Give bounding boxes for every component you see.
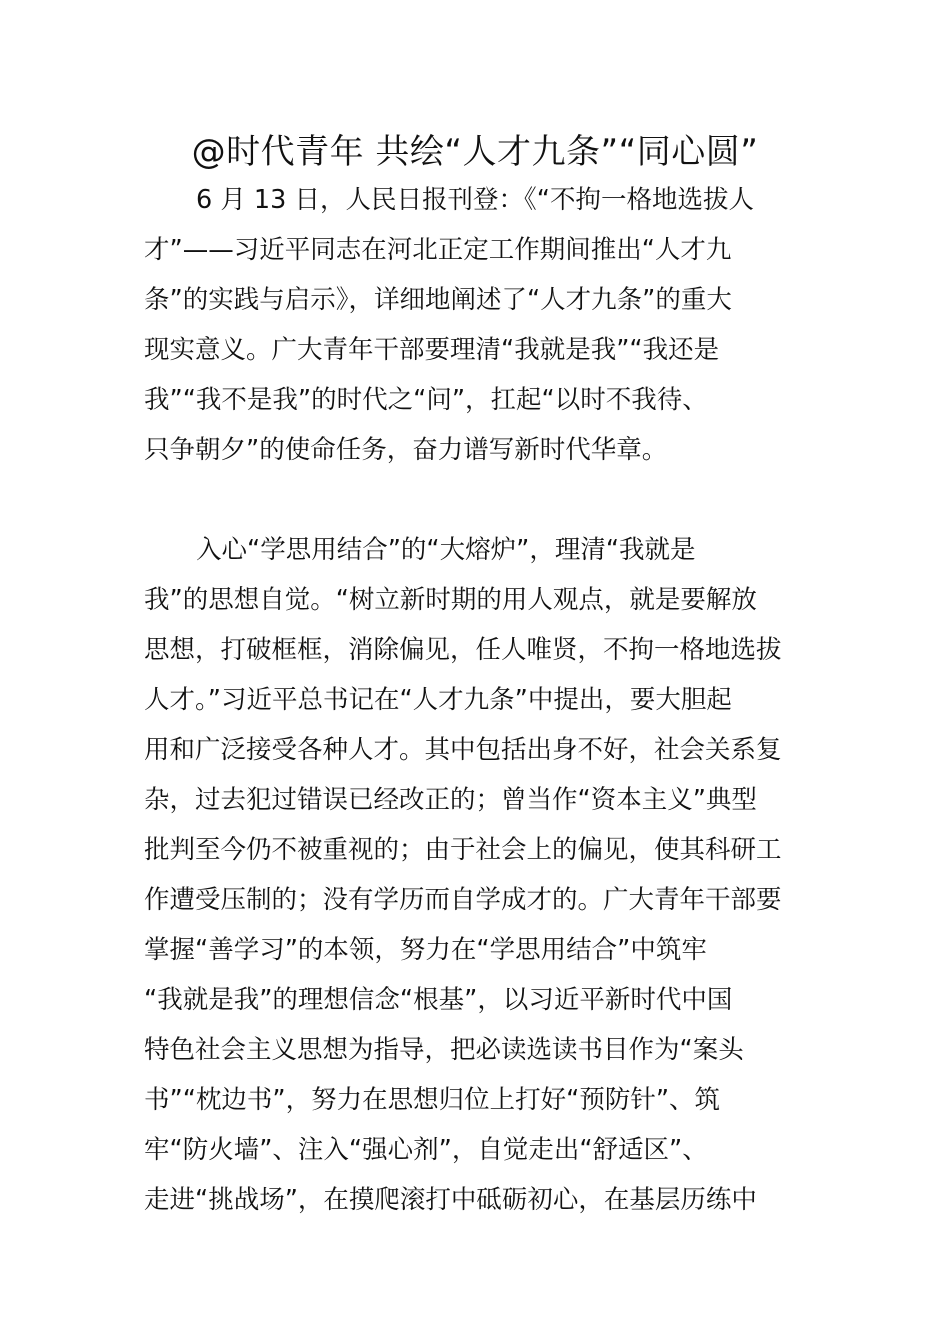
paragraph-line: 现实意义。广大青年干部要理清“我就是我”“我还是 (144, 335, 720, 365)
paragraph-line: 我”“我不是我”的时代之“问”，扛起“以时不我待、 (144, 385, 708, 415)
paragraph-line: 作遭受压制的；没有学历而自学成才的。广大青年干部要 (144, 885, 782, 915)
paragraph-line: 思想，打破框框，消除偏见，任人唯贤，不拘一格地选拔 (144, 635, 782, 665)
paragraph-line: 牢“防火墙”、注入“强心剂”，自觉走出“舒适区”、 (144, 1135, 708, 1165)
paragraph-line: 我”的思想自觉。“树立新时期的用人观点，就是要解放 (144, 585, 757, 615)
paragraph-1 (144, 175, 806, 475)
paragraph-line: “我就是我”的理想信念“根基”，以习近平新时代中国 (144, 985, 733, 1015)
paragraph-line: 书”“枕边书”，努力在思想归位上打好“预防针”、筑 (144, 1085, 721, 1115)
paragraph-line: 入心“学思用结合”的“大熔炉”，理清“我就是 (196, 535, 696, 565)
paragraph-line: 6 月 13 日，人民日报刊登：《“不拘一格地选拔人 (196, 185, 754, 215)
paragraph-line: 只争朝夕”的使命任务，奋力谱写新时代华章。 (144, 435, 668, 465)
paragraph-line: 特色社会主义思想为指导，把必读选读书目作为“案头 (144, 1035, 744, 1065)
paragraph-line: 才”——习近平同志在河北正定工作期间推出“人才九 (144, 235, 732, 265)
document-title: @时代青年 共绘“人才九条”“同心圆” (191, 132, 759, 172)
paragraph-line: 批判至今仍不被重视的；由于社会上的偏见，使其科研工 (144, 835, 782, 865)
paragraph-line: 走进“挑战场”，在摸爬滚打中砥砺初心，在基层历练中 (144, 1185, 757, 1215)
paragraph-2 (144, 525, 806, 1225)
paragraph-line: 用和广泛接受各种人才。其中包括出身不好，社会关系复 (144, 735, 782, 765)
paragraph-line: 条”的实践与启示》，详细地阐述了“人才九条”的重大 (144, 285, 732, 315)
paragraph-line: 掌握“善学习”的本领，努力在“学思用结合”中筑牢 (144, 935, 707, 965)
paragraph-line: 杂，过去犯过错误已经改正的；曾当作“资本主义”典型 (144, 785, 757, 815)
paragraph-line: 人才。”习近平总书记在“人才九条”中提出，要大胆起 (144, 685, 732, 715)
